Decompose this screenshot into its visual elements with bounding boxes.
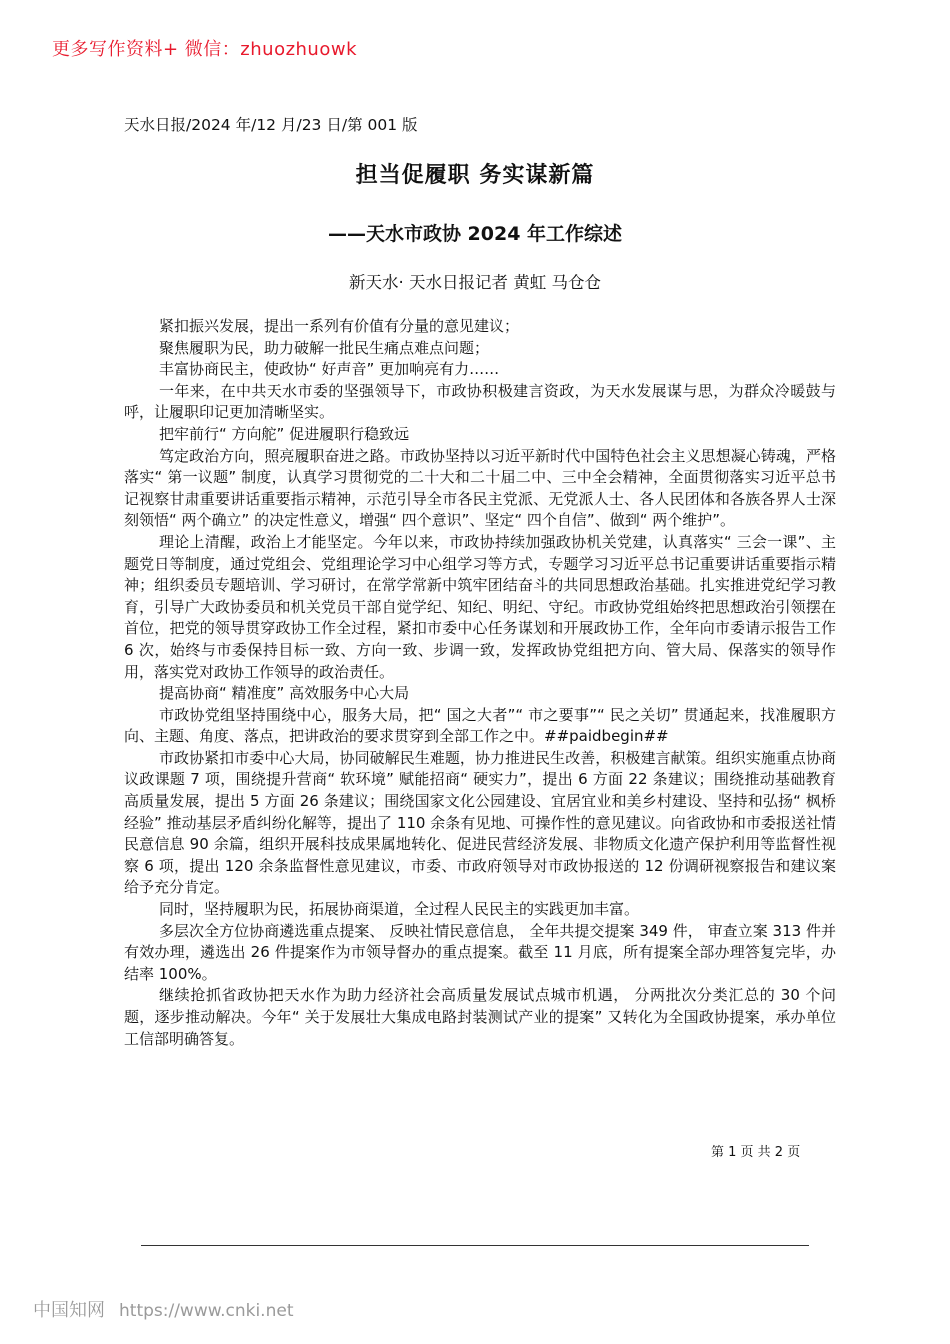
paragraph: 市政协紧扣市委中心大局，协同破解民生难题，协力推进民生改善，积极建言献策。组织实施重点协商议政课题 7 项，围绕提升营商“ 软环境” 赋能招商“ 硬实力”，提出 6 方面 22 条建议；围绕推动基础教育高质量发展，提出 5 方面 26 条建议；围绕国家文化公园建设、宜居宜业和美乡村建设、坚持和弘扬“ 枫桥经验” 推动基层矛盾纠纷化解等，提出了 110 余条有见地、可操作性的意见建议。向省政协和市委报送社情民意信息 90 余篇，组织开展科技成果属地转化、促进民营经济发展、非物质文化遗产保护利用等监督性视察 6 项，提出 120 余条监督性意见建议，市委、市政府领导对市政协报送的 12 份调研视察报告和建议案给予充分肯定。 [124,748,836,897]
paragraph: 市政协党组坚持围绕中心，服务大局，把“ 国之大者”“ 市之要事”“ 民之关切” 贯通起来，找准履职方向、主题、角度、落点，把讲政治的要求贯穿到全部工作之中。##paidbegin## [124,705,836,746]
promo-banner[interactable]: 更多写作资料+ 微信：zhuozhuowk [52,39,358,60]
page-number: 第 1 页 共 2 页 [711,1145,801,1160]
paragraph: 紧扣振兴发展，提出一系列有价值有分量的意见建议； [159,317,520,335]
paragraph: 一年来，在中共天水市委的坚强领导下，市政协积极建言资政，为天水发展谋与思，为群众冷暖鼓与呼，让履职印记更加清晰坚实。 [124,381,836,422]
article-subtitle: ——天水市政协 2024 年工作综述 [327,223,623,245]
paragraph: 笃定政治方向，照亮履职奋进之路。市政协坚持以习近平新时代中国特色社会主义思想凝心铸魂，严格落实“ 第一议题” 制度，认真学习贯彻党的二十大和二十届二中、三中全会精神，全面贯彻落实习近平总书记视察甘肃重要讲话重要指示精神，示范引导全市各民主党派、无党派人士、各人民团体和各族各界人士深刻领悟“ 两个确立” 的决定性意义，增强“ 四个意识”、坚定“ 四个自信”、做到“ 两个维护”。 [124,446,836,530]
paragraph: 多层次全方位协商遴选重点提案、 反映社情民意信息， 全年共提交提案 349 件， 审查立案 313 件并有效办理，遴选出 26 件提案作为市领导督办的重点提案。截至 11 月底，所有提案全部办理答复完毕，办结率 100%。 [124,921,836,983]
section-heading: 提高协商“ 精准度” 高效服务中心大局 [159,684,410,703]
footer-divider [141,1245,809,1246]
article-body [124,316,836,1050]
cnki-url[interactable]: https://www.cnki.net [119,1301,294,1321]
paragraph: 聚焦履职为民，助力破解一批民生痛点难点问题； [159,338,490,357]
section-heading: 把牢前行“ 方向舵” 促进履职行稳致远 [159,424,410,443]
cnki-watermark [33,1296,293,1322]
paragraph: 丰富协商民主，使政协“ 好声音” 更加响亮有力…… [159,360,500,379]
cnki-logo-text: 中国知网 [33,1300,105,1321]
paragraph: 同时，坚持履职为民，拓展协商渠道，全过程人民民主的实践更加丰富。 [159,900,640,919]
article-title: 担当促履职 务实谋新篇 [355,163,595,188]
article-source: 天水日报/2024 年/12 月/23 日/第 001 版 [124,116,418,134]
article-byline: 新天水· 天水日报记者 黄虹 马仓仓 [349,273,601,292]
paragraph: 理论上清醒，政治上才能坚定。今年以来，市政协持续加强政协机关党建，认真落实“ 三会一课”、主题党日等制度，通过党组会、党组理论学习中心组学习等方式，专题学习习近平总书记重要讲话重要指示精神；组织委员专题培训、学习研讨，在常学常新中筑牢团结奋斗的共同思想政治基础。扎实推进党纪学习教育，引导广大政协委员和机关党员干部自觉学纪、知纪、明纪、守纪。市政协党组始终把思想政治引领摆在首位，把党的领导贯穿政协工作全过程，紧扣市委中心任务谋划和开展政协工作，全年向市委请示报告工作 6 次，始终与市委保持目标一致、方向一致、步调一致，发挥政协党组把方向、管大局、保落实的领导作用，落实党对政协工作领导的政治责任。 [124,532,836,681]
paragraph: 继续抢抓省政协把天水作为助力经济社会高质量发展试点城市机遇， 分两批次分类汇总的 30 个问题，逐步推动解决。今年“ 关于发展壮大集成电路封装测试产业的提案” 又转化为全国政协提案，承办单位工信部明确答复。 [124,986,836,1048]
